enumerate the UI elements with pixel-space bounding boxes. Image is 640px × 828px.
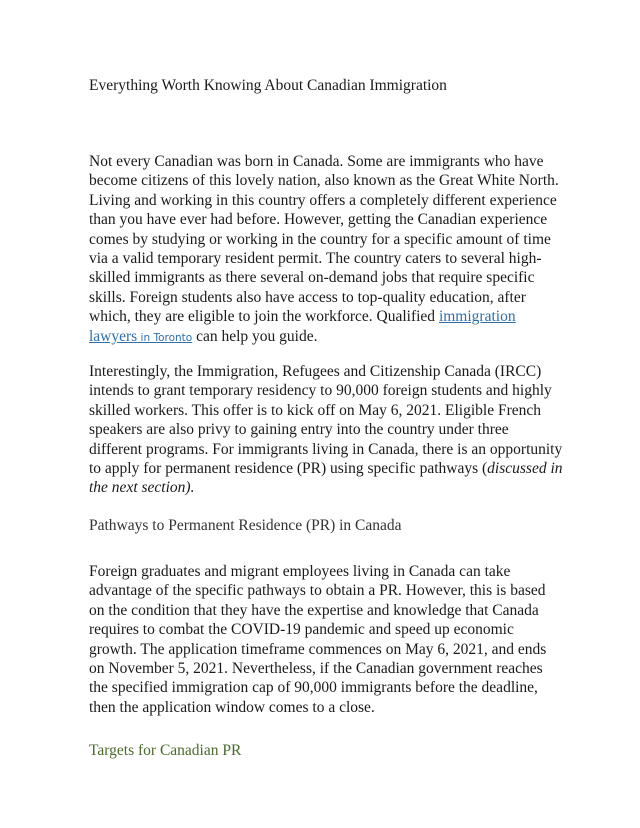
heading-targets: Targets for Canadian PR	[89, 742, 242, 759]
paragraph-ircc-italic: discussed in the next section).	[89, 460, 563, 497]
paragraph-intro	[89, 152, 564, 348]
document-title: Everything Worth Knowing About Canadian Immigration	[89, 77, 447, 94]
paragraph-pathways: Foreign graduates and migrant employees living in Canada can take advantage of the specific pathways to obtain a PR. However, this is based on the condition that they have the expertise and knowledge that Canada requires to combat the COVID-19 pandemic and speed up economic growth. The application timeframe commences on May 6, 2021, and ends on November 5, 2021. Nevertheless, if the Canadian government reaches the specified immigration cap of 90,000 immigrants before the deadline, then the application window comes to a close.	[89, 563, 547, 716]
heading-pathways: Pathways to Permanent Residence (PR) in Canada	[89, 517, 402, 534]
in-toronto-link[interactable]: in Toronto	[137, 331, 193, 344]
paragraph-ircc	[89, 362, 564, 498]
paragraph-intro-end: can help you guide.	[192, 327, 318, 345]
immigration-lawyers-link[interactable]: immigration lawyers	[89, 308, 516, 345]
paragraph-ircc-text: Interestingly, the Immigration, Refugees and Citizenship Canada (IRCC) intends to grant temporary residency to 90,000 foreign students and highly skilled workers. This offer is to kick off on May 6, 2021. Eligible French speakers are also privy to gaining entry into the country under three different programs. For immigrants living in Canada, there is an opportunity to apply for permanent residence (PR) using specific pathways (	[89, 363, 563, 478]
paragraph-intro-text: Not every Canadian was born in Canada. Some are immigrants who have become citizens of this lovely nation, also known as the Great White North. Living and working in this country offers a completely different experience than you have ever had before. However, getting the Canadian experience comes by studying or working in the country for a specific amount of time via a valid temporary resident permit. The country caters to several high-skilled immigrants as there several on-demand jobs that require specific skills. Foreign students also have access to top-quality education, after which, they are eligible to join the workforce. Qualified	[89, 153, 559, 326]
